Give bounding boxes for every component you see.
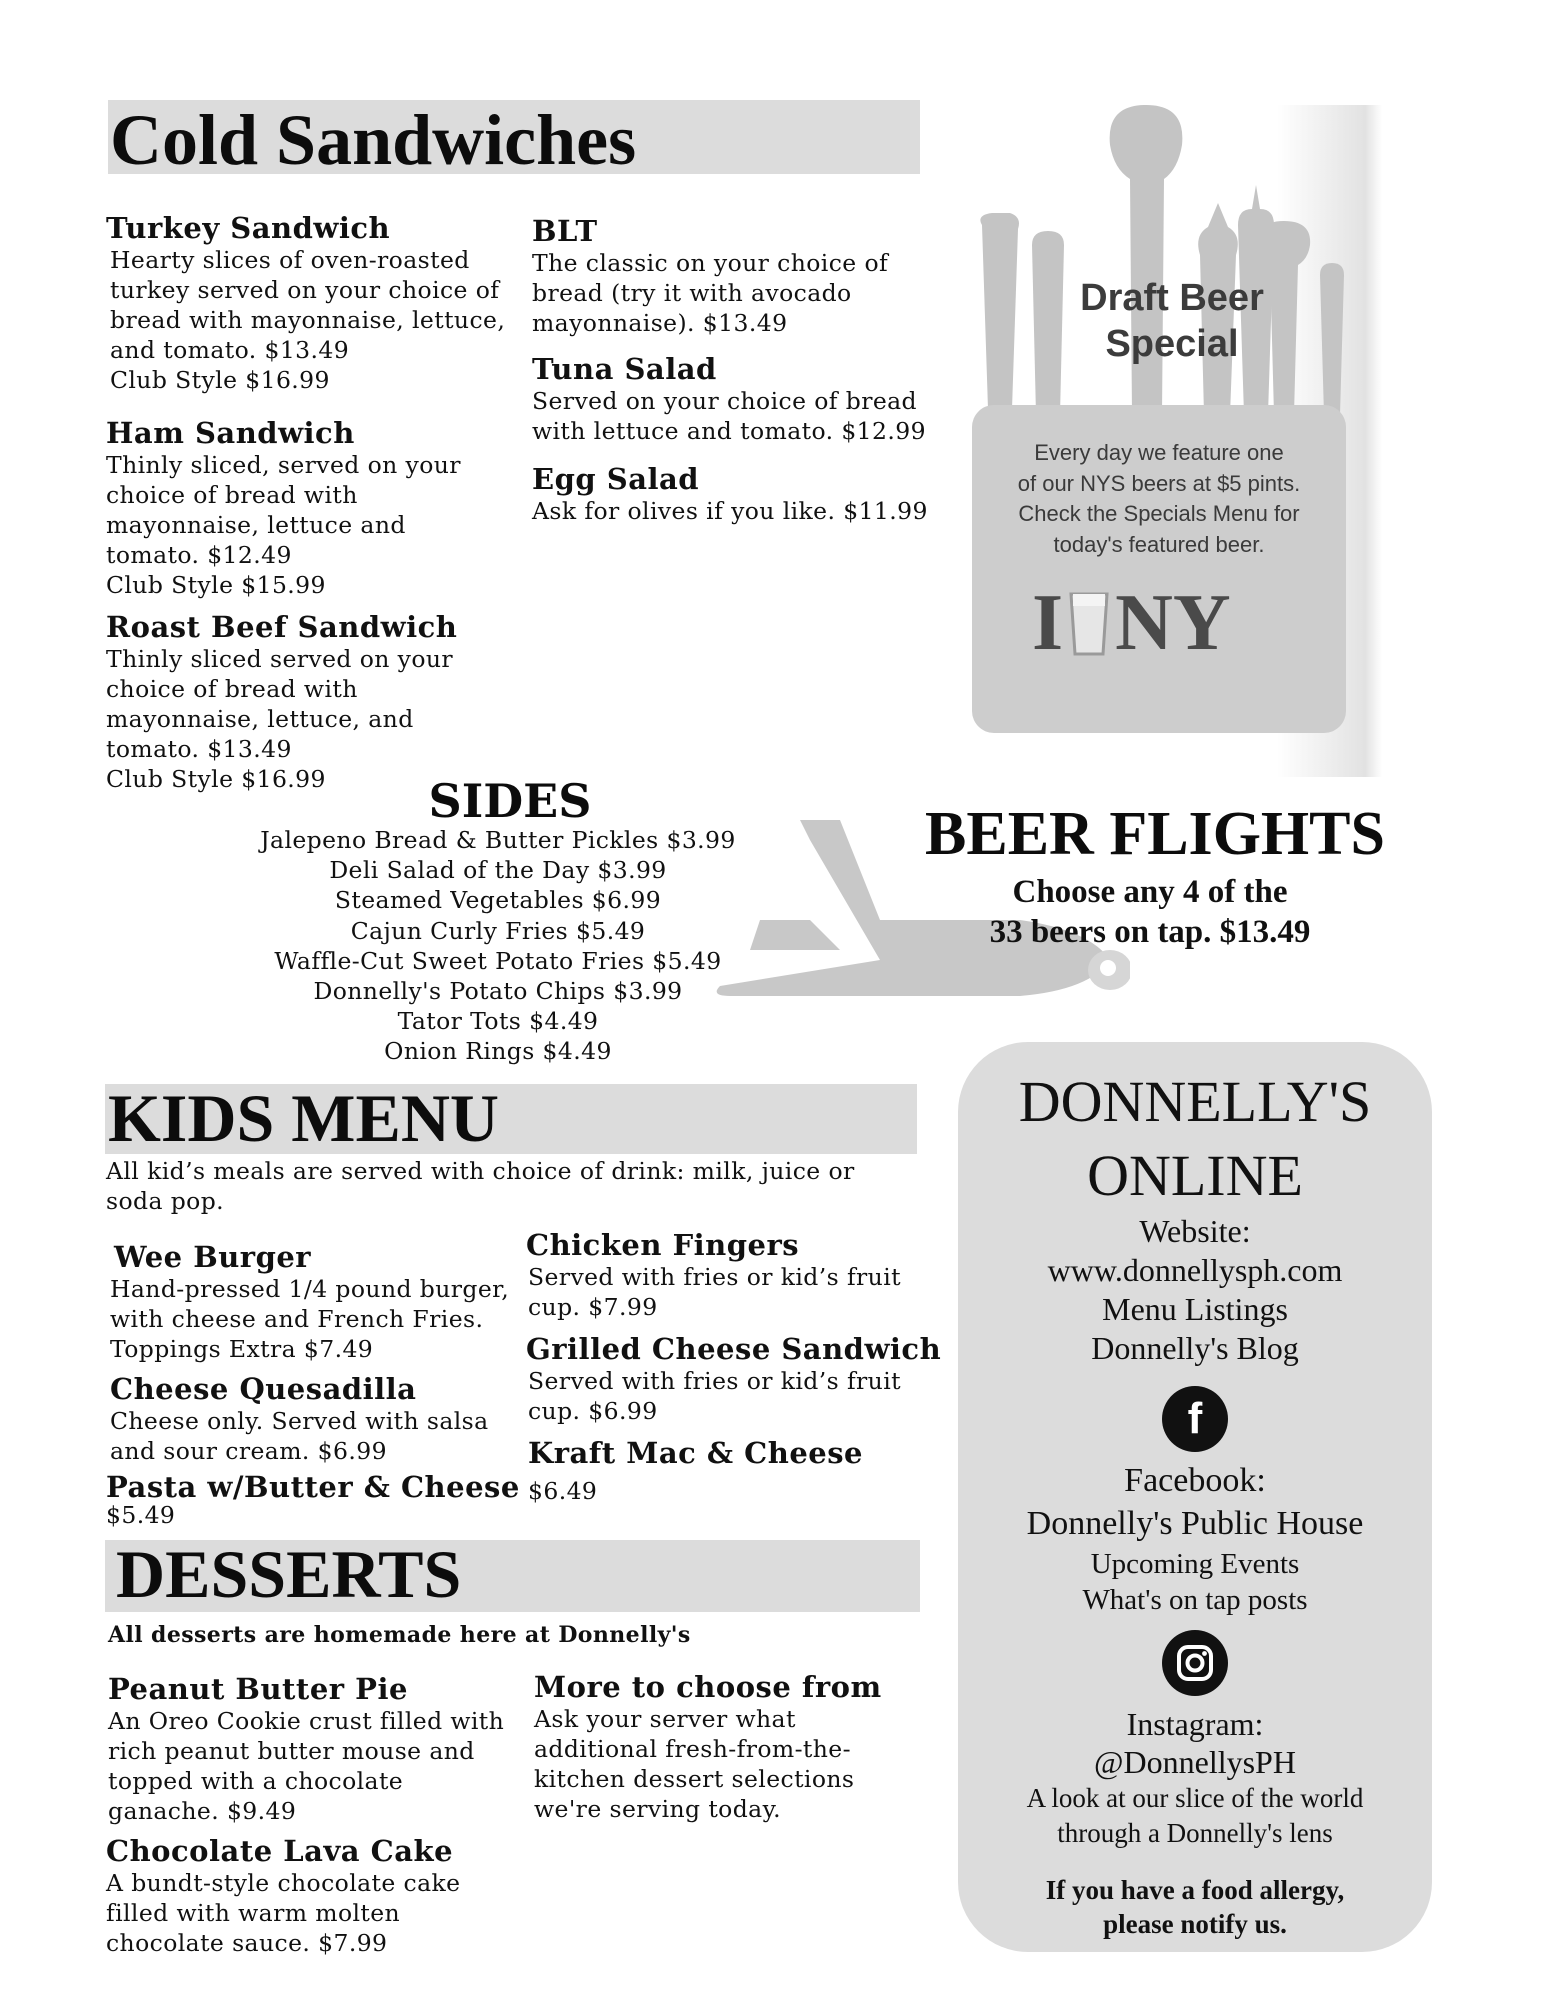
item-description: Thinly sliced served on your choice of bread with mayonnaise, lettuce, and tomato. $13.49 Club Style $16.99 [106, 645, 454, 793]
item-title: Chicken Fingers [526, 1228, 800, 1262]
item-title: Kraft Mac & Cheese [528, 1436, 864, 1470]
draft-beer-body: Every day we feature one of our NYS beers at $5 pints. Check the Specials Menu for today's featured beer. [1017, 440, 1301, 557]
logo-letter-i: I [1032, 579, 1064, 667]
sides-item: Cajun Curly Fries $5.49 [350, 916, 646, 945]
draft-beer-special-panel [962, 105, 1382, 777]
beer-flights-heading: BEER FLIGHTS [925, 800, 1385, 868]
menu-item-more-desserts [534, 1670, 934, 1824]
item-description: Thinly sliced, served on your choice of bread with mayonnaise, lettuce and tomato. $12.49 Club Style $15.99 [106, 451, 461, 599]
item-title: Turkey Sandwich [106, 211, 391, 245]
item-description: $6.49 [528, 1477, 598, 1505]
menu-item-turkey [106, 211, 526, 395]
instagram-icon[interactable] [1162, 1630, 1228, 1696]
item-description: A bundt-style chocolate cake filled with warm molten chocolate sauce. $7.99 [106, 1869, 461, 1957]
facebook-page-link[interactable]: Donnelly's Public House [1026, 1505, 1364, 1542]
allergy-line1: If you have a food allergy, [1045, 1875, 1345, 1905]
item-title: Wee Burger [114, 1240, 312, 1274]
website-url-link[interactable]: www.donnellysph.com [1047, 1252, 1343, 1288]
item-description: Cheese only. Served with salsa and sour cream. $6.99 [110, 1407, 489, 1465]
menu-listings-link[interactable]: Menu Listings [1102, 1291, 1288, 1327]
item-description: $5.49 [106, 1501, 176, 1529]
kids-menu-intro: All kid’s meals are served with choice of drink: milk, juice or soda pop. [106, 1157, 855, 1215]
draft-beer-title-line1: Draft Beer [1080, 277, 1264, 319]
draft-beer-title [1062, 275, 1282, 367]
instagram-detail-line2: through a Donnelly's lens [1057, 1818, 1333, 1848]
item-description: Served on your choice of bread with lettuce and tomato. $12.99 [532, 387, 926, 445]
sides-list [228, 825, 768, 1067]
draft-beer-title-line2: Special [1105, 323, 1239, 365]
instagram-detail-line1: A look at our slice of the world [1026, 1783, 1364, 1813]
cold-sandwiches-heading: Cold Sandwiches [110, 100, 637, 180]
menu-item-blt [532, 214, 932, 338]
desserts-intro: All desserts are homemade here at Donnelly's [108, 1622, 691, 1648]
item-title: Pasta w/Butter & Cheese [106, 1470, 520, 1504]
menu-item-tuna-salad [532, 352, 932, 446]
i-love-ny-logo [1032, 579, 1292, 667]
menu-item-egg-salad [532, 462, 942, 526]
facebook-detail-line1: Upcoming Events [1090, 1548, 1300, 1580]
item-description: Ask your server what additional fresh-from-the- kitchen dessert selections we're serving today. [534, 1705, 855, 1823]
menu-item-chicken-fingers [526, 1228, 946, 1322]
online-title-line2: ONLINE [1087, 1143, 1303, 1208]
item-title: More to choose from [534, 1670, 882, 1704]
online-facebook-block [958, 1460, 1432, 1618]
desserts-heading: DESSERTS [116, 1536, 462, 1612]
sides-item: Deli Salad of the Day $3.99 [329, 856, 667, 885]
menu-item-lava-cake [106, 1834, 536, 1958]
sides-item: Steamed Vegetables $6.99 [334, 886, 662, 915]
menu-item-kraft-mac [528, 1436, 948, 1506]
online-website-block [958, 1212, 1432, 1368]
online-title [958, 1065, 1432, 1213]
online-title-line1: DONNELLY'S [1018, 1069, 1372, 1134]
item-title: Cheese Quesadilla [110, 1372, 417, 1406]
facebook-label: Facebook: [1124, 1462, 1266, 1499]
item-description: Ask for olives if you like. $11.99 [532, 497, 928, 525]
menu-item-roast-beef [106, 610, 526, 794]
item-title: Tuna Salad [532, 352, 717, 386]
blog-link[interactable]: Donnelly's Blog [1091, 1330, 1299, 1366]
menu-item-wee-burger [110, 1240, 530, 1364]
allergy-notice [958, 1873, 1432, 1941]
beer-flights-description [900, 872, 1400, 952]
menu-item-grilled-cheese [526, 1332, 956, 1426]
sides-item: Tator Tots $4.49 [397, 1007, 599, 1036]
menu-item-cheese-quesadilla [110, 1372, 530, 1466]
instagram-handle-link[interactable]: @DonnellysPH [1094, 1744, 1296, 1780]
sides-item: Onion Rings $4.49 [384, 1037, 612, 1066]
beer-flights-line1: Choose any 4 of the [1012, 874, 1288, 910]
website-label: Website: [1139, 1213, 1251, 1249]
sides-item: Donnelly's Potato Chips $3.99 [313, 977, 683, 1006]
facebook-icon[interactable]: f [1162, 1386, 1228, 1452]
item-title: Ham Sandwich [106, 416, 355, 450]
sides-item: Waffle-Cut Sweet Potato Fries $5.49 [274, 946, 722, 975]
menu-item-peanut-butter-pie [108, 1672, 538, 1826]
item-title: Roast Beef Sandwich [106, 610, 458, 644]
online-instagram-block [958, 1705, 1432, 1851]
item-title: BLT [532, 214, 598, 248]
sides-heading: SIDES [428, 774, 592, 828]
item-description: Hand-pressed 1/4 pound burger, with cheese and French Fries. Toppings Extra $7.49 [110, 1275, 510, 1363]
kids-menu-heading: KIDS MENU [108, 1080, 500, 1156]
item-title: Peanut Butter Pie [108, 1672, 408, 1706]
item-description: The classic on your choice of bread (try it with avocado mayonnaise). $13.49 [532, 249, 889, 337]
beer-flights-line2: 33 beers on tap. $13.49 [989, 914, 1311, 950]
item-description: Served with fries or kid’s fruit cup. $6.99 [528, 1367, 901, 1425]
instagram-label: Instagram: [1126, 1706, 1264, 1742]
item-title: Grilled Cheese Sandwich [526, 1332, 942, 1366]
allergy-line2: please notify us. [1103, 1909, 1287, 1939]
facebook-detail-line2: What's on tap posts [1082, 1584, 1308, 1616]
menu-item-pasta [106, 1470, 536, 1529]
beer-glass-icon [1067, 588, 1111, 658]
item-description: Hearty slices of oven-roasted turkey served on your choice of bread with mayonnaise, lettuce, and tomato. $13.49 Club Style $16.99 [110, 246, 506, 394]
item-description: Served with fries or kid’s fruit cup. $7.99 [528, 1263, 901, 1321]
sides-item: Jalepeno Bread & Butter Pickles $3.99 [260, 826, 736, 854]
item-title: Egg Salad [532, 462, 700, 496]
item-description: An Oreo Cookie crust filled with rich peanut butter mouse and topped with a chocolate ganache. $9.49 [108, 1707, 505, 1825]
item-title: Chocolate Lava Cake [106, 1834, 454, 1868]
logo-letters-ny: NY [1115, 579, 1231, 667]
menu-item-ham [106, 416, 526, 600]
